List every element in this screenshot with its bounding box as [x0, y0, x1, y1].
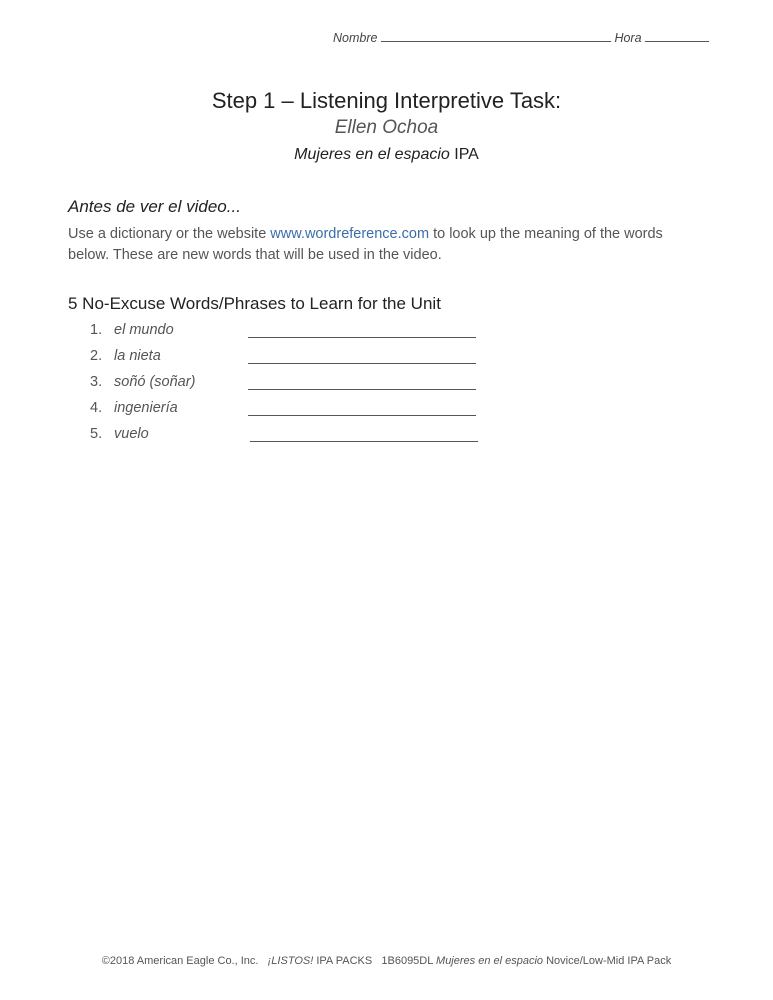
- unit-title-suffix: IPA: [449, 146, 479, 163]
- footer-copyright: ©2018 American Eagle Co., Inc.: [101, 955, 259, 967]
- instructions-text-1: Use a dictionary or the website: [68, 226, 271, 242]
- footer-series-suffix: IPA PACKS: [313, 955, 373, 967]
- instructions-paragraph: [68, 224, 688, 266]
- footer-code: 1B6095DL: [381, 955, 433, 967]
- wordreference-link[interactable]: www.wordreference.com: [270, 226, 430, 242]
- vocab-item: [90, 348, 490, 370]
- vocab-number: 3.: [90, 374, 103, 390]
- vocab-number: 4.: [90, 400, 103, 416]
- page-subtitle: Ellen Ochoa: [334, 117, 439, 138]
- page-title: Step 1 – Listening Interpretive Task:: [211, 88, 562, 113]
- vocab-item: [90, 322, 490, 344]
- vocab-item: [90, 400, 490, 422]
- vocab-word: soñó (soñar): [114, 374, 196, 390]
- vocab-word: ingeniería: [114, 400, 178, 416]
- hour-label: Hora: [614, 31, 642, 45]
- answer-blank[interactable]: [250, 441, 478, 442]
- footer-series: ¡LISTOS!: [267, 955, 314, 967]
- vocab-word: la nieta: [114, 348, 161, 364]
- answer-blank[interactable]: [248, 363, 476, 364]
- answer-blank[interactable]: [248, 337, 476, 338]
- vocab-word: el mundo: [114, 322, 174, 338]
- vocab-heading: 5 No-Excuse Words/Phrases to Learn for the Unit: [68, 294, 441, 313]
- page-footer: [0, 955, 773, 967]
- instructions-text-2: to look up the meaning of the words below. These are new words that will be used in the video.: [68, 226, 663, 263]
- answer-blank[interactable]: [248, 389, 476, 390]
- vocab-number: 5.: [90, 426, 103, 442]
- footer-pack-title: Mujeres en el espacio: [436, 955, 544, 967]
- vocab-word: vuelo: [114, 426, 149, 442]
- answer-blank[interactable]: [248, 415, 476, 416]
- vocab-item: [90, 374, 490, 396]
- unit-title-italic: Mujeres en el espacio: [294, 146, 450, 163]
- vocab-item: [90, 426, 490, 448]
- footer-pack-suffix: Novice/Low-Mid IPA Pack: [543, 955, 672, 967]
- vocab-number: 2.: [90, 348, 103, 364]
- name-label: Nombre: [333, 31, 378, 45]
- unit-title: [0, 146, 773, 164]
- name-blank[interactable]: [381, 30, 611, 42]
- before-video-heading: Antes de ver el video...: [68, 197, 241, 216]
- vocab-number: 1.: [90, 322, 103, 338]
- name-hour-header: [333, 30, 709, 45]
- hour-blank[interactable]: [645, 30, 709, 42]
